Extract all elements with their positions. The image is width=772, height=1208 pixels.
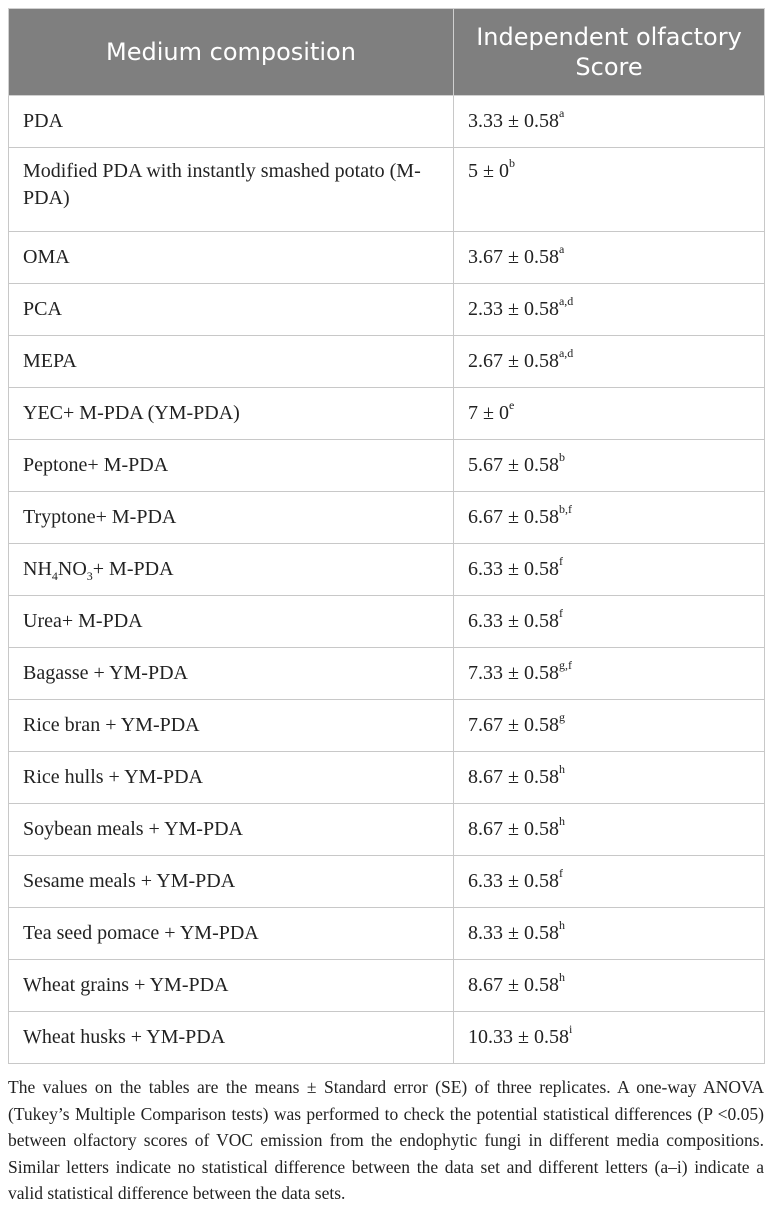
medium-cell: YEC+ M-PDA (YM-PDA) (9, 388, 454, 440)
medium-cell: Rice hulls + YM-PDA (9, 752, 454, 804)
formula-subscript: 4 (51, 569, 58, 583)
score-value: 5 ± 0 (468, 160, 509, 182)
score-value: 6.33 ± 0.58 (468, 610, 559, 632)
significance-letter: b,f (558, 502, 572, 517)
medium-cell: Rice bran + YM-PDA (9, 700, 454, 752)
significance-letter: b (558, 450, 565, 465)
score-value: 6.33 ± 0.58 (468, 870, 559, 892)
significance-letter: a (558, 242, 565, 257)
significance-letter: f (558, 606, 563, 621)
medium-cell: PCA (9, 284, 454, 336)
table-row (9, 908, 765, 960)
score-cell (454, 232, 765, 284)
table-row (9, 596, 765, 648)
header-score-line1: Independent olfactory (476, 23, 742, 51)
header-olfactory-score (454, 9, 765, 96)
score-cell (454, 148, 765, 232)
table-row (9, 544, 765, 596)
significance-letter: a,d (558, 346, 574, 361)
significance-letter: a,d (558, 294, 574, 309)
significance-letter: a (558, 106, 565, 121)
score-value: 5.67 ± 0.58 (468, 454, 559, 476)
medium-cell: Tea seed pomace + YM-PDA (9, 908, 454, 960)
score-cell (454, 804, 765, 856)
table-row (9, 96, 765, 148)
header-row (9, 9, 765, 96)
score-value: 2.67 ± 0.58 (468, 350, 559, 372)
score-cell (454, 908, 765, 960)
score-cell (454, 544, 765, 596)
medium-cell: PDA (9, 96, 454, 148)
header-medium-composition: Medium composition (9, 9, 454, 96)
score-cell (454, 700, 765, 752)
medium-cell: Tryptone+ M-PDA (9, 492, 454, 544)
medium-cell: Wheat husks + YM-PDA (9, 1012, 454, 1064)
table-row (9, 960, 765, 1012)
table-row (9, 752, 765, 804)
table-footnote: The values on the tables are the means ± Standard error (SE) of three replicates. A one-way ANOVA (Tukey’s Multiple Comparison tests) was performed to check the potential statistical differences (P <0.05) between olfactory scores of VOC emission from the endophytic fungi in different media compositions. Similar letters indicate no statistical difference between the data set and different letters (a–i) indicate a valid statistical difference between the data sets. (8, 1077, 764, 1203)
significance-letter: h (558, 970, 565, 985)
score-cell (454, 856, 765, 908)
score-value: 6.67 ± 0.58 (468, 506, 559, 528)
table-row (9, 856, 765, 908)
score-cell (454, 440, 765, 492)
data-table (8, 8, 765, 1064)
significance-letter: e (508, 398, 515, 413)
table-row (9, 232, 765, 284)
medium-cell: Soybean meals + YM-PDA (9, 804, 454, 856)
score-value: 2.33 ± 0.58 (468, 298, 559, 320)
score-cell (454, 284, 765, 336)
score-value: 3.67 ± 0.58 (468, 246, 559, 268)
table-row (9, 804, 765, 856)
significance-letter: h (558, 814, 565, 829)
medium-cell: Peptone+ M-PDA (9, 440, 454, 492)
table-row (9, 336, 765, 388)
significance-letter: g (558, 710, 565, 725)
header-score-line2: Score (575, 53, 643, 81)
medium-cell: Wheat grains + YM-PDA (9, 960, 454, 1012)
table-row (9, 648, 765, 700)
significance-letter: h (558, 918, 565, 933)
score-cell (454, 648, 765, 700)
score-cell (454, 336, 765, 388)
medium-cell (9, 544, 454, 596)
data-table-container (8, 8, 764, 1064)
table-row (9, 284, 765, 336)
medium-cell: Sesame meals + YM-PDA (9, 856, 454, 908)
score-cell (454, 596, 765, 648)
score-cell (454, 752, 765, 804)
score-cell (454, 492, 765, 544)
score-value: 10.33 ± 0.58 (468, 1026, 569, 1048)
significance-letter: g,f (558, 658, 572, 673)
score-value: 8.33 ± 0.58 (468, 922, 559, 944)
score-value: 8.67 ± 0.58 (468, 818, 559, 840)
formula-part: + M-PDA (92, 558, 174, 580)
medium-cell: OMA (9, 232, 454, 284)
significance-letter: f (558, 866, 563, 881)
score-value: 6.33 ± 0.58 (468, 558, 559, 580)
score-value: 7.67 ± 0.58 (468, 714, 559, 736)
significance-letter: h (558, 762, 565, 777)
score-cell (454, 388, 765, 440)
significance-letter: f (558, 554, 563, 569)
score-cell (454, 960, 765, 1012)
table-row (9, 388, 765, 440)
formula-part: NH (23, 558, 52, 580)
score-value: 3.33 ± 0.58 (468, 110, 559, 132)
score-value: 8.67 ± 0.58 (468, 974, 559, 996)
score-value: 7.33 ± 0.58 (468, 662, 559, 684)
table-row (9, 700, 765, 752)
score-value: 8.67 ± 0.58 (468, 766, 559, 788)
table-row (9, 440, 765, 492)
score-value: 7 ± 0 (468, 402, 509, 424)
medium-cell: MEPA (9, 336, 454, 388)
score-cell (454, 1012, 765, 1064)
medium-cell: Urea+ M-PDA (9, 596, 454, 648)
table-row (9, 1012, 765, 1064)
formula-subscript: 3 (86, 569, 93, 583)
table-row (9, 148, 765, 232)
significance-letter: b (508, 156, 515, 171)
formula-part: NO (57, 558, 87, 580)
medium-cell: Bagasse + YM-PDA (9, 648, 454, 700)
score-cell (454, 96, 765, 148)
significance-letter: i (568, 1022, 573, 1037)
medium-cell: Modified PDA with instantly smashed potato (M-PDA) (9, 148, 454, 232)
table-row (9, 492, 765, 544)
